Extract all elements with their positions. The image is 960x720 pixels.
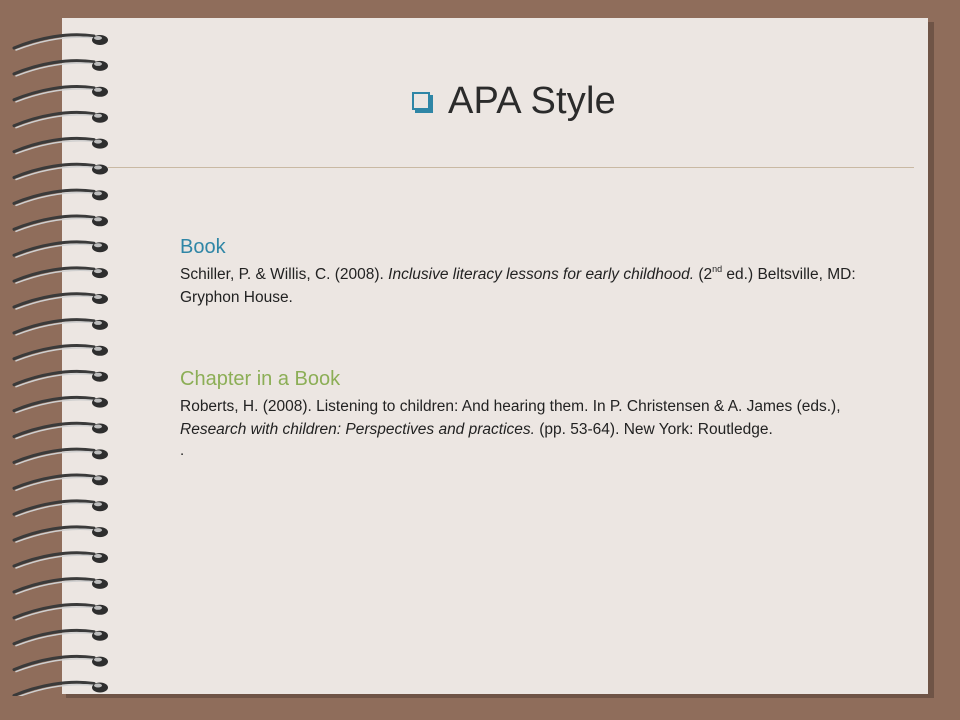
- spiral-coil: [14, 397, 108, 412]
- title-row: [412, 80, 616, 123]
- spiral-coil: [14, 371, 108, 386]
- spiral-coil: [14, 553, 108, 568]
- spiral-coil: [14, 449, 108, 464]
- title-divider: [108, 167, 914, 168]
- spiral-coil: [14, 35, 108, 50]
- book-edition-sup: nd: [712, 264, 723, 274]
- chapter-book-title: Research with children: Perspectives and practices.: [180, 421, 535, 438]
- spiral-coil: [14, 242, 108, 257]
- spiral-coil: [14, 190, 108, 205]
- spiral-coil: [14, 61, 108, 76]
- spiral-coil: [14, 579, 108, 594]
- book-heading: Book: [180, 236, 226, 258]
- spiral-coil: [14, 527, 108, 542]
- chapter-section: [180, 368, 870, 461]
- page-title: APA Style: [448, 80, 616, 122]
- book-publisher: ed.) Beltsville, MD: Gryphon House.: [180, 266, 856, 306]
- book-section: [180, 236, 870, 309]
- spiral-coil: [14, 294, 108, 309]
- spiral-coil: [14, 501, 108, 516]
- spiral-coil: [14, 268, 108, 283]
- spiral-coil: [14, 682, 108, 696]
- chapter-publisher: (pp. 53-64). New York: Routledge.: [534, 421, 773, 438]
- spiral-coil: [14, 112, 108, 127]
- chapter-authors: Roberts, H. (2008). Listening to children: And hearing them. In P. Christensen & A. James (eds.),: [180, 398, 841, 415]
- spiral-coil: [14, 475, 108, 490]
- spiral-binding-icon: [8, 24, 118, 696]
- spiral-coil: [14, 605, 108, 620]
- book-authors: Schiller, P. & Willis, C. (2008).: [180, 266, 389, 283]
- chapter-heading: Chapter in a Book: [180, 368, 341, 390]
- spiral-coil: [14, 164, 108, 179]
- spiral-coil: [14, 320, 108, 335]
- spiral-coil: [14, 216, 108, 231]
- spiral-coil: [14, 630, 108, 645]
- book-edition: (2: [694, 266, 713, 283]
- book-title: Inclusive literacy lessons for early childhood.: [388, 266, 695, 283]
- spiral-coil: [14, 138, 108, 153]
- spiral-coil: [14, 346, 108, 361]
- chapter-citation: [180, 395, 870, 441]
- book-citation: [180, 263, 870, 309]
- square-bullet-icon: [412, 92, 434, 114]
- trailing-period: .: [180, 442, 185, 459]
- spiral-coil: [14, 656, 108, 671]
- spiral-coil: [14, 423, 108, 438]
- spiral-coil: [14, 87, 108, 102]
